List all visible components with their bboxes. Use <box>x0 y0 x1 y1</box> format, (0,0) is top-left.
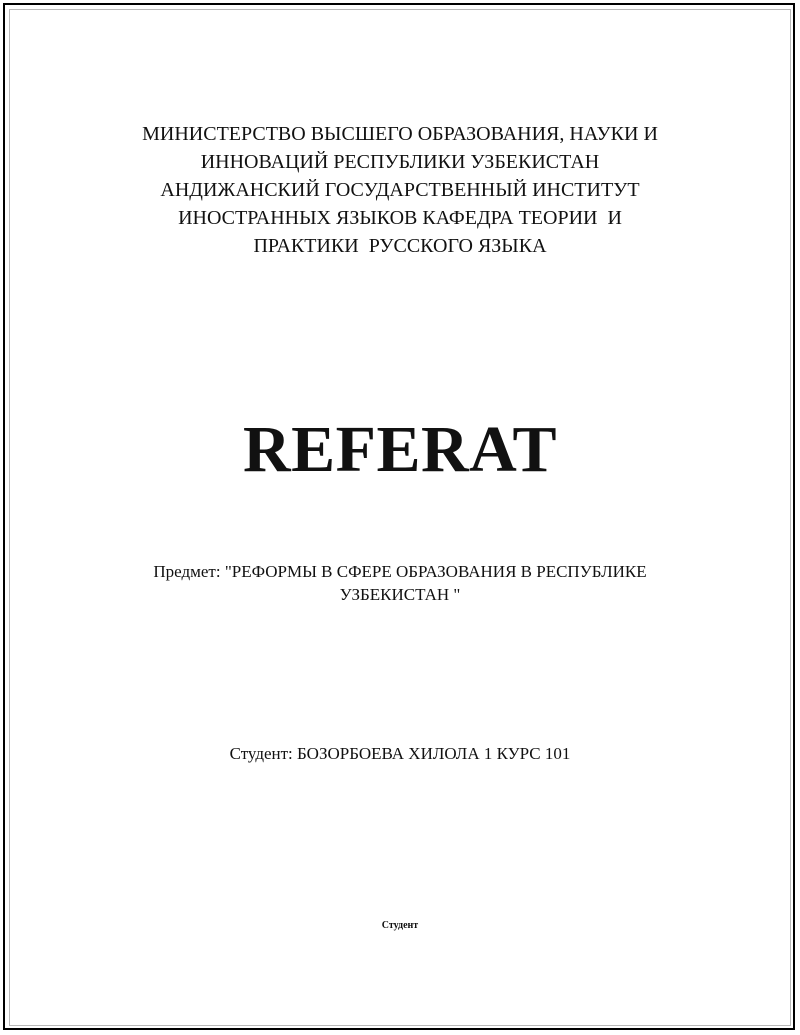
subject-line: Предмет: "РЕФОРМЫ В СФЕРЕ ОБРАЗОВАНИЯ В РЕСПУБЛИКЕ <box>153 562 647 581</box>
header-line: МИНИСТЕРСТВО ВЫСШЕГО ОБРАЗОВАНИЯ, НАУКИ И <box>142 123 658 145</box>
footer-student-label: Студент <box>381 920 419 931</box>
student-info: Студент: БОЗОРБОЕВА ХИЛОЛА 1 КУРС 101 <box>229 744 571 763</box>
header-line: ПРАКТИКИ РУССКОГО ЯЗЫКА <box>253 235 547 257</box>
header-line: АНДИЖАНСКИЙ ГОСУДАРСТВЕННЫЙ ИНСТИТУТ <box>160 179 640 201</box>
subject-block <box>0 560 800 606</box>
header-line: ИННОВАЦИЙ РЕСПУБЛИКИ УЗБЕКИСТАН <box>200 151 600 173</box>
institution-header <box>0 120 800 260</box>
document-title: REFERAT <box>243 413 557 486</box>
subject-line: УЗБЕКИСТАН " <box>339 585 461 604</box>
header-line: ИНОСТРАННЫХ ЯЗЫКОВ КАФЕДРА ТЕОРИИ И <box>178 207 622 229</box>
